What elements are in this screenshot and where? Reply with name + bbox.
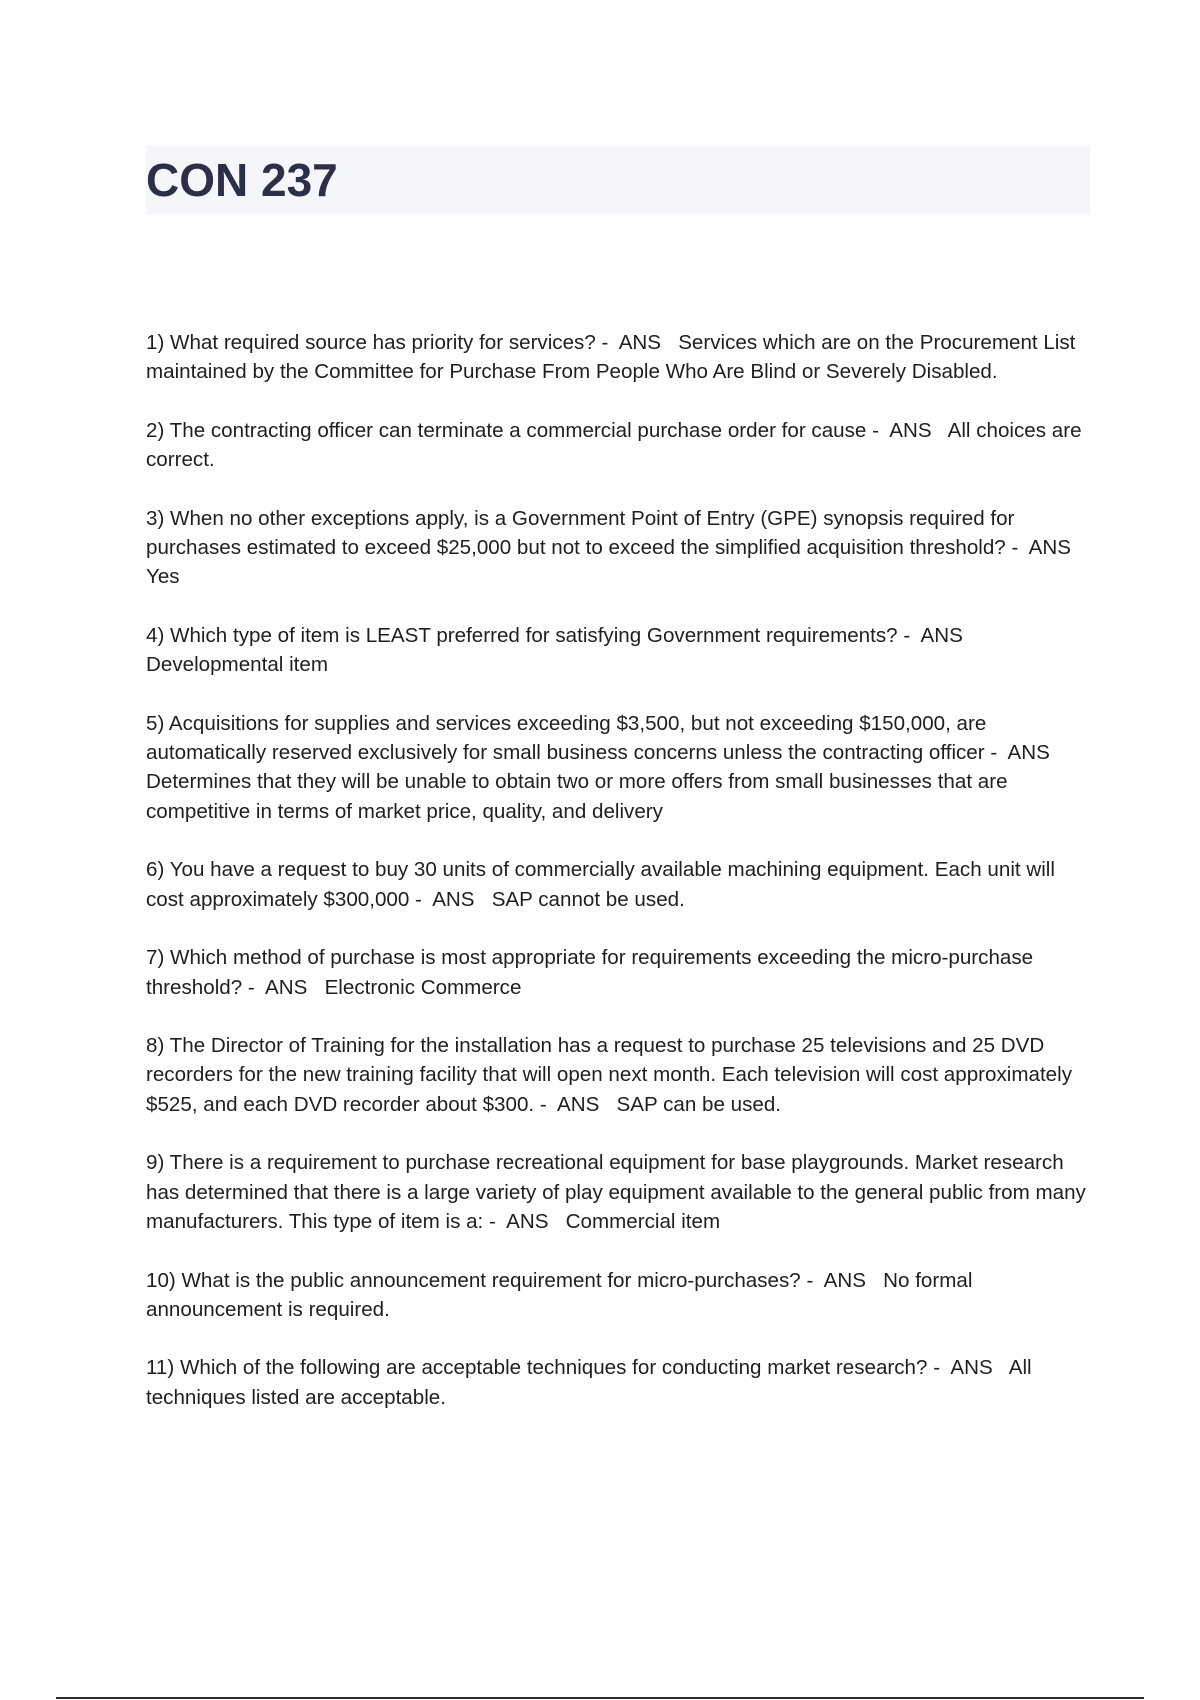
question-item-10: 10) What is the public announcement requirement for micro-purchases? - ANS No formal announcement is required. [146, 1268, 979, 1321]
footer-rule [56, 1697, 1144, 1699]
question-item-3: 3) When no other exceptions apply, is a Government Point of Entry (GPE) synopsis required for purchases estimated to exceed $25,000 but not to exceed the simplified acquisition threshold? - ANS Yes [146, 506, 1088, 589]
question-list [146, 328, 1092, 1441]
question-item-6: 6) You have a request to buy 30 units of commercially available machining equipment. Each unit will cost approximately $300,000 - ANS SAP cannot be used. [146, 858, 1061, 911]
question-item-9: 9) There is a requirement to purchase recreational equipment for base playgrounds. Market research has determined that there is a large variety of play equipment available to the general public from many manufacturers. This type of item is a: - ANS Commercial item [146, 1151, 1092, 1233]
question-item-11: 11) Which of the following are acceptable techniques for conducting market research? - ANS All techniques listed are acceptable. [146, 1356, 1038, 1409]
question-item-7: 7) Which method of purchase is most appropriate for requirements exceeding the micro-purchase threshold? - ANS Electronic Commerce [146, 946, 1039, 999]
question-item-1: 1) What required source has priority for services? - ANS Services which are on the Procurement List maintained by the Committee for Purchase From People Who Are Blind or Severely Disabled. [146, 331, 1082, 384]
question-item-4: 4) Which type of item is LEAST preferred for satisfying Government requirements? - ANS Developmental item [146, 623, 981, 677]
document-title: CON 237 [146, 154, 338, 206]
question-item-2: 2) The contracting officer can terminate a commercial purchase order for cause - ANS All choices are correct. [146, 418, 1088, 472]
title-band [146, 146, 1090, 214]
question-item-8: 8) The Director of Training for the installation has a request to purchase 25 televisions and 25 DVD recorders for the new training facility that will open next month. Each television will cost approximately $525, and each DVD recorder about $300. - ANS SAP can be used. [146, 1034, 1078, 1116]
question-item-5: 5) Acquisitions for supplies and services exceeding $3,500, but not exceeding $150,000, are automatically reserved exclusively for small business concerns unless the contracting officer - ANS Determines that they will be unable to obtain two or more offers from small businesses that are competitive in terms of market price, quality, and delivery [146, 711, 1068, 823]
